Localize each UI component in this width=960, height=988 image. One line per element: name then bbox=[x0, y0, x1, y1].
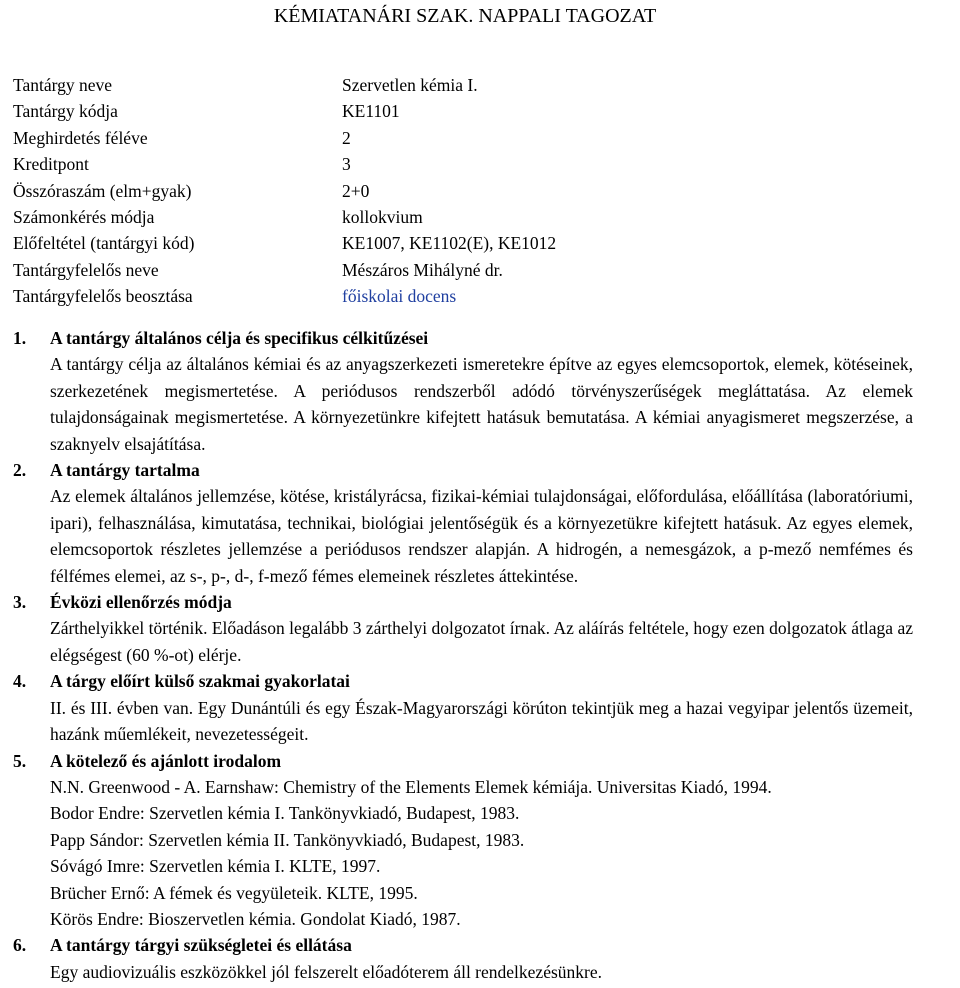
literature-item: Bodor Endre: Szervetlen kémia I. Tankönyvkiadó, Budapest, 1983. bbox=[50, 803, 520, 824]
info-label: Kreditpont bbox=[13, 154, 89, 175]
section-body bbox=[50, 615, 913, 668]
section-heading bbox=[13, 325, 913, 351]
section-practice bbox=[13, 668, 913, 747]
section-title: A tantárgy tartalma bbox=[50, 460, 200, 481]
literature-item: Körös Endre: Bioszervetlen kémia. Gondolat Kiadó, 1987. bbox=[50, 908, 461, 929]
info-value: 3 bbox=[342, 154, 351, 175]
section-goals bbox=[13, 325, 913, 457]
literature-item: Brücher Ernő: A fémek és vegyületeik. KLTE, 1995. bbox=[50, 882, 418, 903]
section-heading bbox=[13, 668, 913, 694]
info-value: kollokvium bbox=[342, 206, 423, 227]
section-paragraph: Egy audiovizuális eszközökkel jól felszerelt előadóterem áll rendelkezésünkre. bbox=[50, 961, 602, 982]
section-title: A kötelező és ajánlott irodalom bbox=[50, 750, 282, 771]
section-heading bbox=[13, 589, 913, 615]
course-sections bbox=[13, 325, 913, 985]
section-heading bbox=[13, 932, 913, 958]
info-label: Számonkérés módja bbox=[13, 206, 155, 227]
info-value: KE1007, KE1102(E), KE1012 bbox=[342, 233, 557, 254]
info-value: főiskolai docens bbox=[342, 286, 457, 307]
info-label: Összóraszám (elm+gyak) bbox=[13, 180, 192, 201]
section-number: 2. bbox=[13, 460, 27, 481]
section-title: A tantárgy tárgyi szükségletei és ellátása bbox=[50, 935, 352, 956]
section-number: 6. bbox=[13, 935, 27, 956]
info-value: Szervetlen kémia I. bbox=[342, 75, 478, 95]
info-label: Tantárgyfelelős neve bbox=[13, 259, 159, 280]
page-title: KÉMIATANÁRI SZAK. NAPPALI TAGOZAT bbox=[273, 5, 657, 27]
section-literature bbox=[13, 748, 913, 933]
section-number: 5. bbox=[13, 750, 27, 771]
info-row bbox=[13, 72, 913, 98]
section-body bbox=[50, 351, 913, 457]
section-equipment bbox=[13, 932, 913, 985]
section-body bbox=[50, 483, 913, 589]
info-label: Tantárgy neve bbox=[13, 75, 113, 95]
literature-item: N.N. Greenwood - A. Earnshaw: Chemistry of the Elements Elemek kémiája. Universitas Kiadó, 1994. bbox=[50, 776, 772, 797]
section-title: A tantárgy általános célja és specifikus célkitűzései bbox=[50, 328, 429, 348]
section-number: 4. bbox=[13, 671, 27, 692]
section-heading bbox=[13, 457, 913, 483]
literature-item: Papp Sándor: Szervetlen kémia II. Tankönyvkiadó, Budapest, 1983. bbox=[50, 829, 525, 850]
section-body bbox=[50, 959, 913, 985]
section-paragraph: II. és III. évben van. Egy Dunántúli és egy Észak-Magyarországi körúton tekintjük meg a hazai vegyipar jelentős üzemeit, hazánk műemlékeit, nevezetességeit. bbox=[50, 697, 913, 745]
info-row bbox=[13, 283, 913, 309]
section-paragraph: A tantárgy célja az általános kémiai és az anyagszerkezeti ismeretekre építve az egyes elemcsoportok, elemek, kötéseinek, szerkezetének megismertetése. A periódusos rendszerből adódó törvényszerűségek megláttatása. Az elemek tulajdonságainak megismertetése. A környezetünkre kifejtett hatásuk bemutatása. A kémiai anyagismeret megszerzése, a szaknyelv elsajátítása. bbox=[50, 354, 913, 454]
section-body bbox=[50, 695, 913, 748]
info-value: KE1101 bbox=[342, 101, 400, 122]
info-label: Előfeltétel (tantárgyi kód) bbox=[13, 233, 195, 254]
section-number: 1. bbox=[13, 328, 27, 348]
info-value: 2+0 bbox=[342, 180, 370, 201]
info-row bbox=[13, 204, 913, 230]
section-number: 3. bbox=[13, 592, 27, 613]
info-row bbox=[13, 178, 913, 204]
info-row bbox=[13, 257, 913, 283]
info-label: Meghirdetés féléve bbox=[13, 127, 148, 148]
section-title: Évközi ellenőrzés módja bbox=[50, 592, 232, 613]
info-value: Mészáros Mihályné dr. bbox=[342, 259, 503, 280]
section-heading bbox=[13, 748, 913, 774]
info-row bbox=[13, 151, 913, 177]
course-info-table bbox=[13, 72, 913, 310]
literature-item: Sóvágó Imre: Szervetlen kémia I. KLTE, 1997. bbox=[50, 856, 381, 877]
info-label: Tantárgy kódja bbox=[13, 101, 118, 122]
section-assessment bbox=[13, 589, 913, 668]
section-paragraph: Zárthelyikkel történik. Előadáson legalább 3 zárthelyi dolgozatot írnak. Az aláírás feltétele, hogy ezen dolgozatok átlaga az elégségest (60 %-ot) elérje. bbox=[50, 618, 913, 665]
info-label: Tantárgyfelelős beosztása bbox=[13, 286, 193, 307]
section-title: A tárgy előírt külső szakmai gyakorlatai bbox=[50, 671, 350, 692]
section-body bbox=[50, 774, 913, 932]
info-row bbox=[13, 230, 913, 256]
info-row bbox=[13, 98, 913, 124]
section-paragraph: Az elemek általános jellemzése, kötése, kristályrácsa, fizikai-kémiai tulajdonságai, előfordulása, előállítása (laboratóriumi, ipari), felhasználása, kimutatása, technikai, biológiai jelentőségük és a környezetükre kifejtett hatásuk. Az egyes elemek, elemcsoportok részletes jellemzése a periódusos rendszer alapján. A hidrogén, a nemesgázok, a p-mező nemfémes és félfémes elemei, az s-, p-, d-, f-mező fémes elemeinek részletes áttekintése. bbox=[50, 486, 913, 586]
info-row bbox=[13, 125, 913, 151]
section-content bbox=[13, 457, 913, 589]
info-value: 2 bbox=[342, 127, 351, 148]
